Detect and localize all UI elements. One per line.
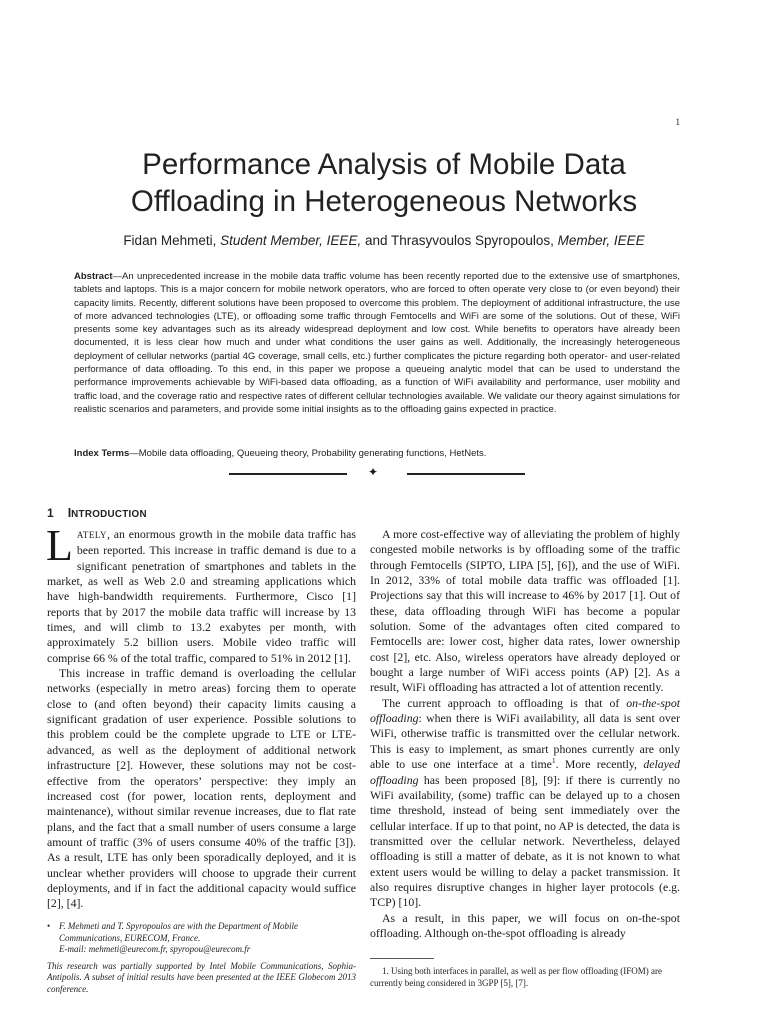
footnote-ref-1[interactable]: 1 — [551, 756, 556, 766]
index-terms-label: Index Terms — [74, 448, 130, 459]
author-2-name: Thrasyvoulos Spyropoulos, — [391, 233, 554, 248]
index-terms-text: —Mobile data offloading, Queueing theory, Probability generating functions, HetNets. — [129, 448, 487, 459]
paragraph-3: A more cost-effective way of alleviating the problem of highly congested mobile networks is by offloading some of the traffic through Femtocells (SIPTO, LIPA [5], [6]), and the use of WiFi. In 2012, 33% of total mobile data traffic was offloaded [1]. Projections say that this will increase to 46% by 2017 [1]. Out of these, data offloading through WiFi has become a popular solution. Some of the advantages often cited compared to Femtocells are: lower cost, higher data rates, lower ownership cost [2], etc. Also, wireless operators have already deployed or bought a large number of WiFi access points (AP) [2]. As a result, WiFi offloading has attracted a lot of attention recently. — [370, 527, 680, 695]
section-heading — [47, 506, 147, 520]
divider-line-left — [229, 473, 347, 475]
author-1-name: Fidan Mehmeti, — [123, 233, 217, 248]
author-line — [40, 233, 728, 248]
footnote-1: 1. Using both interfaces in parallel, as well as per flow offloading (IFOM) are currently being considered in 3GPP [5], [7]. — [370, 966, 663, 988]
drop-cap: L — [46, 521, 73, 570]
paragraph-5: As a result, in this paper, we will focus on on-the-spot offloading. Although on-the-spot offloading is already — [370, 910, 680, 940]
small-caps-lead: ATELY — [76, 530, 107, 540]
section-title-initial: I — [67, 506, 72, 520]
emphasis-on-the-spot: on-the-spot offloading — [370, 695, 680, 726]
paragraph-1 — [46, 521, 356, 666]
support-note: This research was partially supported by Intel Mobile Communications, Sophia-Antipolis. A subset of initial results have been presented at the IEEE Globecom 2013 conference. — [47, 960, 356, 994]
affiliation-note — [59, 921, 356, 956]
paragraph-4-text-a: The current approach to offloading is that of — [382, 695, 627, 710]
paper-title — [40, 146, 728, 220]
author-conjunction: and — [364, 233, 388, 248]
abstract-text: —An unprecedented increase in the mobile data traffic volume has been recently reported due to the extensive use of smartphones, tablets and laptops. This is a major concern for mobile network operators, who are forced to often operate very close to (or even beyond) their capacity limits. Recently, different solutions have been proposed to overcome this problem. The deployment of additional infrastructure, the use of more advanced technologies (LTE), or offloading some traffic through Femtocells and WiFi are some of the solutions. Out of these, WiFi presents some key advantages such as its already widespread deployment and low cost. While benefits to operators have already been documented, it is less clear how much and under what conditions the user gains as well. Additionally, the increasingly heterogeneous deployment of cellular networks (partial 4G coverage, small cells, etc.) further complicates the picture regarding both operator- and user-related performance of data offloading. To this end, in this paper we propose a queueing analytic model that can be used to understand the performance improvements achievable by WiFi-based data offloading, as a function of WiFi availability and performance, user mobility and traffic load, and the coverage ratio and respective rates of different cellular technologies available. We validate our theory against simulations for realistic scenarios and parameters, and provide some initial insights as to the offloading gains expected in practice. — [74, 271, 680, 415]
paragraph-1-text: , an enormous growth in the mobile data traffic has been reported. This increase in traffic demand is due to a significant penetration of smartphones and tablets in the market, as well as Web 2.0 and streaming applications which have high-bandwidth requirements. Furthermore, Cisco [1] reports that by 2017 the mobile data traffic will increase by 13 times, and will climb to 13.2 exabytes per month, with approximately 5.2 billion users. Mobile video traffic will comprise 66 % of the total traffic, compared to 51% in 2012 [1]. — [47, 527, 356, 665]
email-text: E-mail: mehmeti@eurecom.fr, spyropou@eurecom.fr — [59, 944, 251, 954]
abstract — [74, 270, 680, 416]
title-line-2: Offloading in Heterogeneous Networks — [130, 185, 638, 218]
section-title-rest: NTRODUCTION — [71, 509, 147, 520]
right-column — [370, 527, 680, 941]
title-line-1: Performance Analysis of Mobile Data — [142, 148, 626, 181]
abstract-label: Abstract — [74, 271, 113, 282]
index-terms — [74, 448, 680, 459]
emphasis-delayed: delayed offloading — [370, 757, 680, 787]
author-footnote — [47, 921, 356, 995]
paragraph-4-text-d: has been proposed [8], [9]: if there is currently no WiFi availability, (some) traffic can be delayed up to a chosen time threshold, instead of being sent immediately over the cellular interface. If up to that point, no AP is detected, the data is transmitted over the cellular network. Nevertheless, delayed offloading is still a matter of debate, as it is not known to what extent users would be willing to delay a packet transmission. It also requires disruptive changes in higher layer protocols (e.g. TCP) [10]. — [370, 772, 680, 910]
paragraph-4 — [370, 696, 680, 911]
section-divider — [229, 465, 525, 479]
paragraph-4-text-c: . More recently, — [555, 757, 644, 772]
author-2-role: Member, IEEE — [557, 233, 645, 248]
paragraph-2: This increase in traffic demand is overloading the cellular networks (especially in metro areas) forcing them to operate close to (and often beyond) their capacity limits causing a significant gradation of user experience. Possible solutions to this problem could be the complete upgrade to LTE or LTE-advanced, as well as the deployment of additional network infrastructure [2]. However, these solutions may not be cost-effective from the operators’ perspective: they imply an increased cost (for power, location rents, deployment and maintenance), without similar revenue increases, due to flat rate plans, and the fact that a small number of users consume a large amount of traffic (3% of users consume 40% of the traffic [3]). As a result, LTE has only been sporadically deployed, and it is unclear whether providers will choose to upgrade their current deployments, and if in fact the additional capacity would suffice [2], [4]. — [47, 666, 356, 911]
paragraph-4-text-b: : when there is WiFi availability, all data is sent over WiFi, otherwise traffic is transmitted over the cellular network. This is easy to implement, as smart phones currently are only able to use one interface at a time — [370, 711, 680, 772]
bullet-icon: • — [47, 921, 51, 931]
author-1-role: Student Member, IEEE, — [220, 233, 362, 248]
section-number: 1 — [47, 506, 54, 520]
page-number: 1 — [675, 117, 680, 127]
divider-line-right — [407, 473, 525, 475]
left-column — [46, 521, 356, 912]
footnote-rule — [370, 958, 434, 959]
affiliation-text: F. Mehmeti and T. Spyropoulos are with the Department of Mobile Communications, EURECOM, France. — [59, 921, 298, 943]
divider-star-icon: ✦ — [368, 465, 379, 479]
